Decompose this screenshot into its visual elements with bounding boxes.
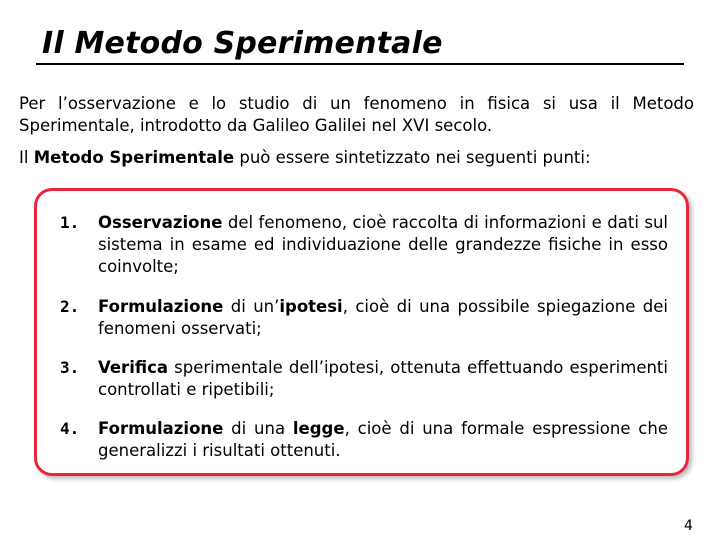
step-text: [98, 212, 668, 278]
step-number: 1.: [60, 213, 80, 232]
step-text: [98, 357, 668, 401]
summary-suffix: può essere sintetizzato nei seguenti punti:: [234, 148, 591, 167]
slide-title: Il Metodo Sperimentale: [42, 26, 443, 61]
summary-paragraph: [19, 147, 699, 169]
summary-prefix: Il: [19, 148, 34, 167]
step-term-secondary: ipotesi: [279, 297, 343, 316]
intro-paragraph: Per l’osservazione e lo studio di un fenomeno in fisica si usa il Metodo Sperimentale, introdotto da Galileo Galilei nel XVI secolo.: [19, 94, 694, 135]
step-description: , cioè di una possibile spiegazione dei fenomeni osservati;: [98, 297, 668, 338]
step-description: del fenomeno, cioè raccolta di informazioni e dati sul sistema in esame ed individuazione delle grandezze fisiche in esso coinvolte;: [98, 213, 668, 276]
step-term-secondary: legge: [292, 419, 345, 438]
title-underline: [36, 63, 684, 65]
step-text: [98, 296, 668, 340]
step-term: Verifica: [98, 358, 168, 377]
page-number: 4: [684, 518, 693, 534]
step-number: 2.: [60, 297, 80, 316]
step-connector: di una: [223, 419, 293, 438]
step-number: 3.: [60, 358, 80, 377]
summary-highlight: Metodo Sperimentale: [33, 148, 235, 167]
step-number: 4.: [60, 419, 80, 438]
step-description: , cioè di una formale espressione che generalizzi i risultati ottenuti.: [98, 419, 668, 460]
step-text: [98, 418, 668, 462]
step-term: Formulazione: [98, 297, 224, 316]
step-connector: di un’: [223, 297, 280, 316]
step-description: sperimentale dell’ipotesi, ottenuta effettuando esperimenti controllati e ripetibili;: [98, 358, 668, 399]
step-term: Osservazione: [98, 213, 223, 232]
step-term: Formulazione: [98, 419, 224, 438]
